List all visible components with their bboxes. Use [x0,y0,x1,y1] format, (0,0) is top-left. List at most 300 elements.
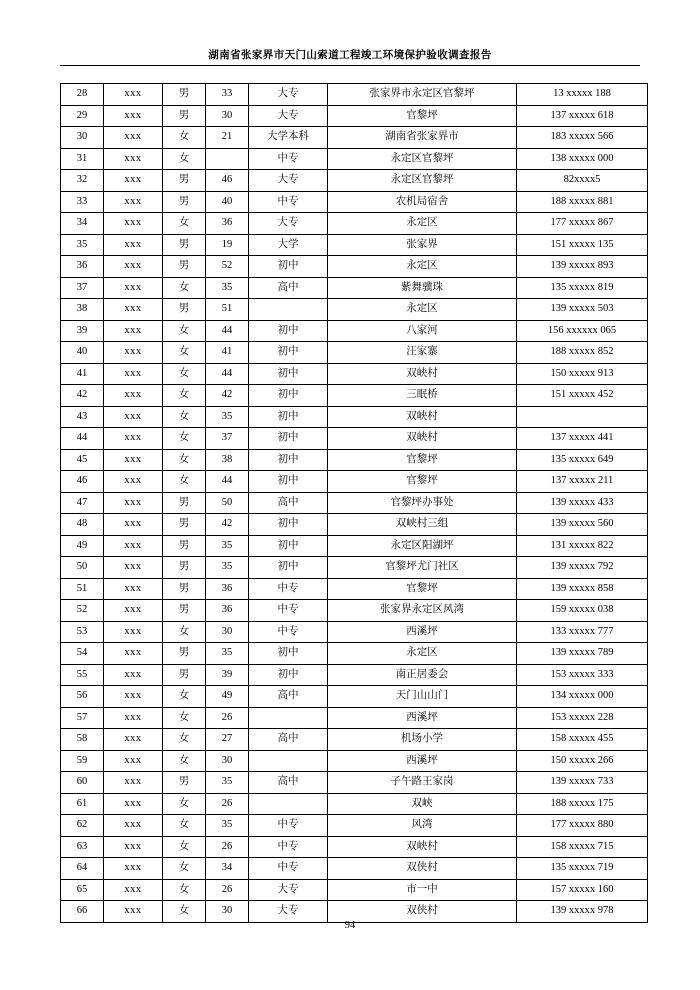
cell-address: 湖南省张家界市 [328,127,517,149]
cell-index: 44 [61,428,104,450]
cell-name: xxx [104,901,163,923]
cell-phone: 135 xxxxx 649 [517,449,648,471]
cell-education: 中专 [249,600,328,622]
cell-address: 双侠村 [328,901,517,923]
cell-age: 36 [206,600,249,622]
cell-education: 初中 [249,320,328,342]
cell-address: 官黎坪 [328,471,517,493]
cell-age: 40 [206,191,249,213]
cell-index: 35 [61,234,104,256]
cell-index: 58 [61,729,104,751]
cell-address: 双峡村 [328,428,517,450]
cell-education: 中专 [249,148,328,170]
cell-age: 35 [206,772,249,794]
cell-name: xxx [104,707,163,729]
cell-index: 36 [61,256,104,278]
header-divider [60,65,640,66]
cell-address: 西溪坪 [328,707,517,729]
cell-address: 官黎坪 [328,449,517,471]
table-row [61,879,648,901]
cell-index: 66 [61,901,104,923]
cell-phone: 139 xxxxx 893 [517,256,648,278]
cell-address: 张家界永定区风湾 [328,600,517,622]
table-row [61,643,648,665]
cell-index: 38 [61,299,104,321]
cell-name: xxx [104,664,163,686]
cell-sex: 女 [163,815,206,837]
cell-education: 初中 [249,557,328,579]
cell-address: 双峡村 [328,363,517,385]
cell-sex: 女 [163,127,206,149]
cell-sex: 男 [163,492,206,514]
cell-name: xxx [104,557,163,579]
cell-phone: 139 xxxxx 858 [517,578,648,600]
cell-index: 55 [61,664,104,686]
table-row [61,729,648,751]
cell-index: 32 [61,170,104,192]
cell-name: xxx [104,772,163,794]
cell-name: xxx [104,299,163,321]
cell-name: xxx [104,449,163,471]
cell-age: 50 [206,492,249,514]
cell-age: 19 [206,234,249,256]
table-row [61,191,648,213]
cell-education: 高中 [249,492,328,514]
cell-address: 永定区阳湖坪 [328,535,517,557]
cell-age: 44 [206,363,249,385]
cell-address: 紫舞骥珠 [328,277,517,299]
cell-name: xxx [104,578,163,600]
cell-phone: 134 xxxxx 000 [517,686,648,708]
table-row [61,105,648,127]
cell-address: 双侠村 [328,858,517,880]
cell-index: 41 [61,363,104,385]
cell-education: 高中 [249,277,328,299]
cell-age: 52 [206,256,249,278]
cell-education: 初中 [249,428,328,450]
cell-index: 57 [61,707,104,729]
cell-sex: 女 [163,213,206,235]
table-row [61,707,648,729]
cell-age: 35 [206,557,249,579]
cell-age: 26 [206,879,249,901]
cell-education [249,793,328,815]
cell-sex: 女 [163,471,206,493]
cell-index: 51 [61,578,104,600]
cell-education: 大专 [249,170,328,192]
cell-education [249,750,328,772]
cell-phone: 131 xxxxx 822 [517,535,648,557]
cell-education: 初中 [249,385,328,407]
table-row [61,492,648,514]
cell-sex: 女 [163,729,206,751]
cell-age: 41 [206,342,249,364]
cell-phone: 139 xxxxx 789 [517,643,648,665]
cell-phone: 188 xxxxx 175 [517,793,648,815]
cell-age: 49 [206,686,249,708]
cell-address: 南正居委会 [328,664,517,686]
cell-phone: 139 xxxxx 792 [517,557,648,579]
cell-index: 43 [61,406,104,428]
cell-address: 官黎坪 [328,578,517,600]
cell-name: xxx [104,535,163,557]
cell-name: xxx [104,191,163,213]
table-row [61,578,648,600]
cell-phone: 13 xxxxx 188 [517,84,648,106]
cell-sex: 女 [163,342,206,364]
table-row [61,256,648,278]
cell-phone: 135 xxxxx 719 [517,858,648,880]
cell-address: 天门山山门 [328,686,517,708]
cell-education: 大专 [249,84,328,106]
cell-age: 46 [206,170,249,192]
cell-index: 64 [61,858,104,880]
cell-index: 56 [61,686,104,708]
cell-name: xxx [104,148,163,170]
page-header-title: 湖南省张家界市天门山索道工程竣工环境保护验收调查报告 [208,50,492,61]
table-row [61,234,648,256]
cell-phone: 135 xxxxx 819 [517,277,648,299]
table-row [61,170,648,192]
cell-age: 34 [206,858,249,880]
cell-sex: 女 [163,686,206,708]
cell-sex: 女 [163,707,206,729]
cell-education: 中专 [249,621,328,643]
cell-age: 36 [206,213,249,235]
cell-sex: 女 [163,449,206,471]
cell-index: 53 [61,621,104,643]
cell-address: 永定区 [328,299,517,321]
cell-education [249,299,328,321]
cell-sex: 男 [163,557,206,579]
cell-sex: 男 [163,643,206,665]
cell-address: 西溪坪 [328,750,517,772]
cell-age: 35 [206,535,249,557]
cell-name: xxx [104,879,163,901]
table-row [61,406,648,428]
cell-phone [517,406,648,428]
table-row [61,320,648,342]
table-row [61,299,648,321]
cell-phone: 158 xxxxx 715 [517,836,648,858]
cell-name: xxx [104,127,163,149]
cell-name: xxx [104,600,163,622]
cell-age: 30 [206,901,249,923]
table-row [61,342,648,364]
cell-age: 44 [206,471,249,493]
cell-sex: 女 [163,363,206,385]
cell-name: xxx [104,621,163,643]
cell-phone: 139 xxxxx 503 [517,299,648,321]
cell-sex: 男 [163,664,206,686]
table-row [61,277,648,299]
cell-education: 大专 [249,879,328,901]
cell-address: 官黎坪尤门社区 [328,557,517,579]
cell-age: 30 [206,105,249,127]
cell-education: 初中 [249,514,328,536]
cell-index: 54 [61,643,104,665]
cell-name: xxx [104,750,163,772]
cell-sex: 女 [163,385,206,407]
cell-address: 八家河 [328,320,517,342]
cell-sex: 男 [163,256,206,278]
cell-address: 张家界市永定区官黎坪 [328,84,517,106]
cell-education: 初中 [249,256,328,278]
cell-index: 31 [61,148,104,170]
cell-phone: 150 xxxxx 913 [517,363,648,385]
cell-phone: 139 xxxxx 433 [517,492,648,514]
table-row [61,127,648,149]
cell-education [249,707,328,729]
table-row [61,363,648,385]
table-body [61,84,648,923]
cell-name: xxx [104,514,163,536]
cell-name: xxx [104,793,163,815]
cell-index: 59 [61,750,104,772]
cell-phone: 183 xxxxx 566 [517,127,648,149]
cell-address: 双峡村三组 [328,514,517,536]
cell-education: 高中 [249,772,328,794]
cell-name: xxx [104,406,163,428]
cell-index: 45 [61,449,104,471]
cell-name: xxx [104,170,163,192]
cell-education: 中专 [249,578,328,600]
cell-address: 机场小学 [328,729,517,751]
cell-name: xxx [104,320,163,342]
cell-phone: 139 xxxxx 978 [517,901,648,923]
cell-name: xxx [104,836,163,858]
cell-age: 35 [206,643,249,665]
page-number: 94 [344,920,356,931]
cell-education: 初中 [249,643,328,665]
cell-phone: 188 xxxxx 881 [517,191,648,213]
cell-education: 中专 [249,815,328,837]
table-row [61,428,648,450]
cell-age: 38 [206,449,249,471]
cell-age: 21 [206,127,249,149]
cell-name: xxx [104,643,163,665]
cell-address: 市一中 [328,879,517,901]
cell-age: 51 [206,299,249,321]
cell-sex: 女 [163,406,206,428]
cell-age: 36 [206,578,249,600]
cell-name: xxx [104,471,163,493]
cell-address: 风湾 [328,815,517,837]
cell-phone: 177 xxxxx 867 [517,213,648,235]
cell-index: 28 [61,84,104,106]
cell-name: xxx [104,256,163,278]
cell-index: 65 [61,879,104,901]
cell-education: 初中 [249,449,328,471]
cell-index: 39 [61,320,104,342]
cell-index: 34 [61,213,104,235]
cell-age: 26 [206,707,249,729]
cell-index: 46 [61,471,104,493]
cell-index: 42 [61,385,104,407]
cell-age: 42 [206,385,249,407]
table-row [61,858,648,880]
cell-index: 62 [61,815,104,837]
cell-age: 37 [206,428,249,450]
cell-age: 35 [206,406,249,428]
table-row [61,148,648,170]
cell-sex: 男 [163,234,206,256]
table-row [61,535,648,557]
cell-sex: 女 [163,148,206,170]
cell-age: 26 [206,793,249,815]
cell-phone: 139 xxxxx 560 [517,514,648,536]
table-row [61,815,648,837]
cell-age: 30 [206,750,249,772]
cell-address: 双峡 [328,793,517,815]
cell-phone: 133 xxxxx 777 [517,621,648,643]
cell-education: 大学 [249,234,328,256]
cell-address: 双峡村 [328,406,517,428]
table-row [61,793,648,815]
cell-address: 永定区 [328,256,517,278]
cell-name: xxx [104,858,163,880]
cell-address: 西溪坪 [328,621,517,643]
cell-education: 初中 [249,363,328,385]
table-row [61,514,648,536]
cell-education: 中专 [249,858,328,880]
cell-index: 63 [61,836,104,858]
cell-sex: 男 [163,84,206,106]
cell-age: 35 [206,815,249,837]
cell-index: 47 [61,492,104,514]
cell-phone: 137 xxxxx 211 [517,471,648,493]
cell-index: 29 [61,105,104,127]
table-row [61,449,648,471]
cell-address: 官黎坪办事处 [328,492,517,514]
cell-age: 27 [206,729,249,751]
cell-education: 初中 [249,535,328,557]
cell-name: xxx [104,815,163,837]
cell-sex: 女 [163,750,206,772]
cell-phone: 157 xxxxx 160 [517,879,648,901]
cell-age: 39 [206,664,249,686]
survey-respondents-table [60,83,648,923]
cell-sex: 女 [163,836,206,858]
cell-phone: 156 xxxxxx 065 [517,320,648,342]
table-row [61,600,648,622]
cell-education: 中专 [249,836,328,858]
table-row [61,84,648,106]
cell-sex: 女 [163,277,206,299]
cell-sex: 女 [163,901,206,923]
cell-phone: 151 xxxxx 135 [517,234,648,256]
cell-phone: 159 xxxxx 038 [517,600,648,622]
cell-sex: 男 [163,772,206,794]
cell-index: 48 [61,514,104,536]
cell-sex: 女 [163,320,206,342]
table-row [61,557,648,579]
cell-sex: 男 [163,578,206,600]
cell-name: xxx [104,363,163,385]
cell-sex: 男 [163,299,206,321]
cell-name: xxx [104,277,163,299]
table-row [61,664,648,686]
cell-phone: 177 xxxxx 880 [517,815,648,837]
cell-phone: 138 xxxxx 000 [517,148,648,170]
cell-phone: 151 xxxxx 452 [517,385,648,407]
cell-phone: 150 xxxxx 266 [517,750,648,772]
cell-address: 永定区官黎坪 [328,170,517,192]
cell-education: 初中 [249,342,328,364]
cell-address: 永定区 [328,213,517,235]
cell-index: 33 [61,191,104,213]
cell-index: 60 [61,772,104,794]
cell-phone: 153 xxxxx 228 [517,707,648,729]
cell-address: 永定区官黎坪 [328,148,517,170]
table-row [61,750,648,772]
cell-name: xxx [104,686,163,708]
cell-address: 双峡村 [328,836,517,858]
cell-name: xxx [104,105,163,127]
cell-phone: 188 xxxxx 852 [517,342,648,364]
cell-name: xxx [104,84,163,106]
cell-name: xxx [104,428,163,450]
cell-sex: 女 [163,621,206,643]
cell-education: 中专 [249,191,328,213]
cell-age: 26 [206,836,249,858]
cell-sex: 女 [163,428,206,450]
cell-address: 永定区 [328,643,517,665]
cell-education: 初中 [249,406,328,428]
table-row [61,213,648,235]
cell-sex: 男 [163,191,206,213]
cell-sex: 男 [163,535,206,557]
cell-sex: 女 [163,879,206,901]
cell-sex: 男 [163,600,206,622]
cell-education: 大专 [249,105,328,127]
cell-name: xxx [104,213,163,235]
cell-address: 汪家寨 [328,342,517,364]
cell-age: 42 [206,514,249,536]
cell-phone: 137 xxxxx 618 [517,105,648,127]
cell-sex: 女 [163,793,206,815]
cell-name: xxx [104,729,163,751]
cell-age: 33 [206,84,249,106]
cell-index: 52 [61,600,104,622]
cell-phone: 82xxxx5 [517,170,648,192]
cell-age: 35 [206,277,249,299]
cell-index: 30 [61,127,104,149]
cell-sex: 男 [163,514,206,536]
cell-sex: 女 [163,858,206,880]
cell-education: 初中 [249,664,328,686]
cell-education: 大专 [249,213,328,235]
cell-address: 子午路王家岗 [328,772,517,794]
cell-index: 61 [61,793,104,815]
table-row [61,772,648,794]
cell-name: xxx [104,385,163,407]
cell-age [206,148,249,170]
cell-sex: 男 [163,170,206,192]
cell-name: xxx [104,492,163,514]
cell-phone: 158 xxxxx 455 [517,729,648,751]
cell-age: 30 [206,621,249,643]
cell-phone: 139 xxxxx 733 [517,772,648,794]
cell-phone: 137 xxxxx 441 [517,428,648,450]
cell-education: 大专 [249,901,328,923]
cell-address: 张家界 [328,234,517,256]
cell-education: 高中 [249,729,328,751]
table-row [61,901,648,923]
cell-index: 50 [61,557,104,579]
table-row [61,471,648,493]
cell-name: xxx [104,342,163,364]
